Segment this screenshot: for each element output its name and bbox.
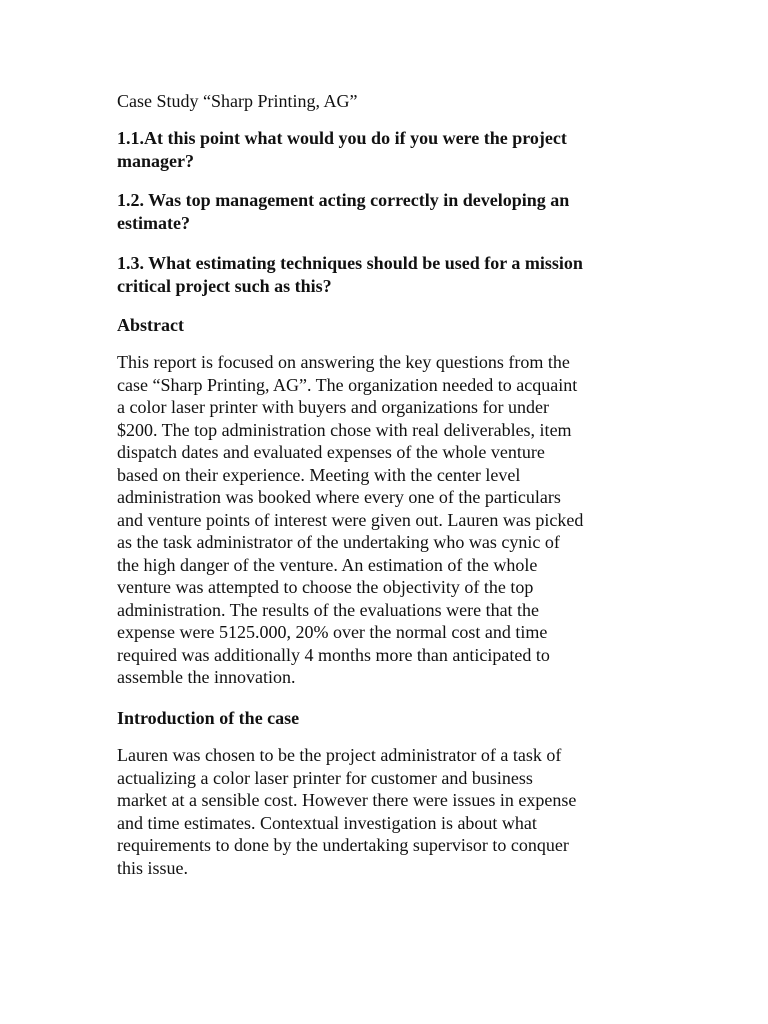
body-line: and time estimates. Contextual investigation is about what (117, 812, 537, 833)
introduction-heading (117, 707, 657, 730)
body-line: venture was attempted to choose the objectivity of the top (117, 577, 534, 597)
body-line: required was additionally 4 months more than anticipated to (117, 644, 550, 665)
abstract-body (117, 351, 657, 689)
question-1-3 (117, 252, 657, 297)
question-line: manager? (117, 150, 194, 171)
body-line: the high danger of the venture. An estimation of the whole (117, 554, 538, 575)
question-line: 1.3. What estimating techniques should be used for a mission (117, 253, 583, 273)
title-line: Case Study “Sharp Printing, AG” (117, 91, 358, 111)
body-line: $200. The top administration chose with real deliverables, item (117, 419, 572, 440)
body-line: expense were 5125.000, 20% over the normal cost and time (117, 622, 548, 642)
question-line: estimate? (117, 212, 190, 233)
body-line: based on their experience. Meeting with the center level (117, 464, 521, 485)
body-line: a color laser printer with buyers and organizations for under (117, 397, 550, 417)
body-line: and venture points of interest were given out. Lauren was picked (117, 509, 584, 530)
body-line: administration was booked where every one of the particulars (117, 487, 561, 507)
body-line: administration. The results of the evaluations were that the (117, 599, 540, 620)
heading-text: Introduction of the case (117, 708, 300, 728)
question-line: 1.1.At this point what would you do if you were the project (117, 128, 567, 148)
body-line: case “Sharp Printing, AG”. The organization needed to acquaint (117, 374, 578, 395)
heading-text: Abstract (117, 315, 184, 335)
body-line: requirements to done by the undertaking supervisor to conquer (117, 835, 569, 855)
introduction-body (117, 744, 657, 879)
question-line: 1.2. Was top management acting correctly in developing an (117, 190, 570, 210)
question-1-2 (117, 189, 657, 234)
question-line: critical project such as this? (117, 275, 332, 296)
body-line: this issue. (117, 857, 189, 878)
body-line: assemble the innovation. (117, 667, 296, 687)
abstract-heading (117, 314, 657, 337)
body-line: market at a sensible cost. However there were issues in expense (117, 790, 577, 810)
body-line: actualizing a color laser printer for customer and business (117, 767, 533, 788)
body-line: Lauren was chosen to be the project administrator of a task of (117, 745, 562, 765)
body-line: as the task administrator of the undertaking who was cynic of (117, 532, 560, 552)
document-title (117, 90, 657, 113)
question-1-1 (117, 127, 657, 172)
body-line: dispatch dates and evaluated expenses of the whole venture (117, 442, 545, 462)
body-line: This report is focused on answering the key questions from the (117, 352, 570, 372)
